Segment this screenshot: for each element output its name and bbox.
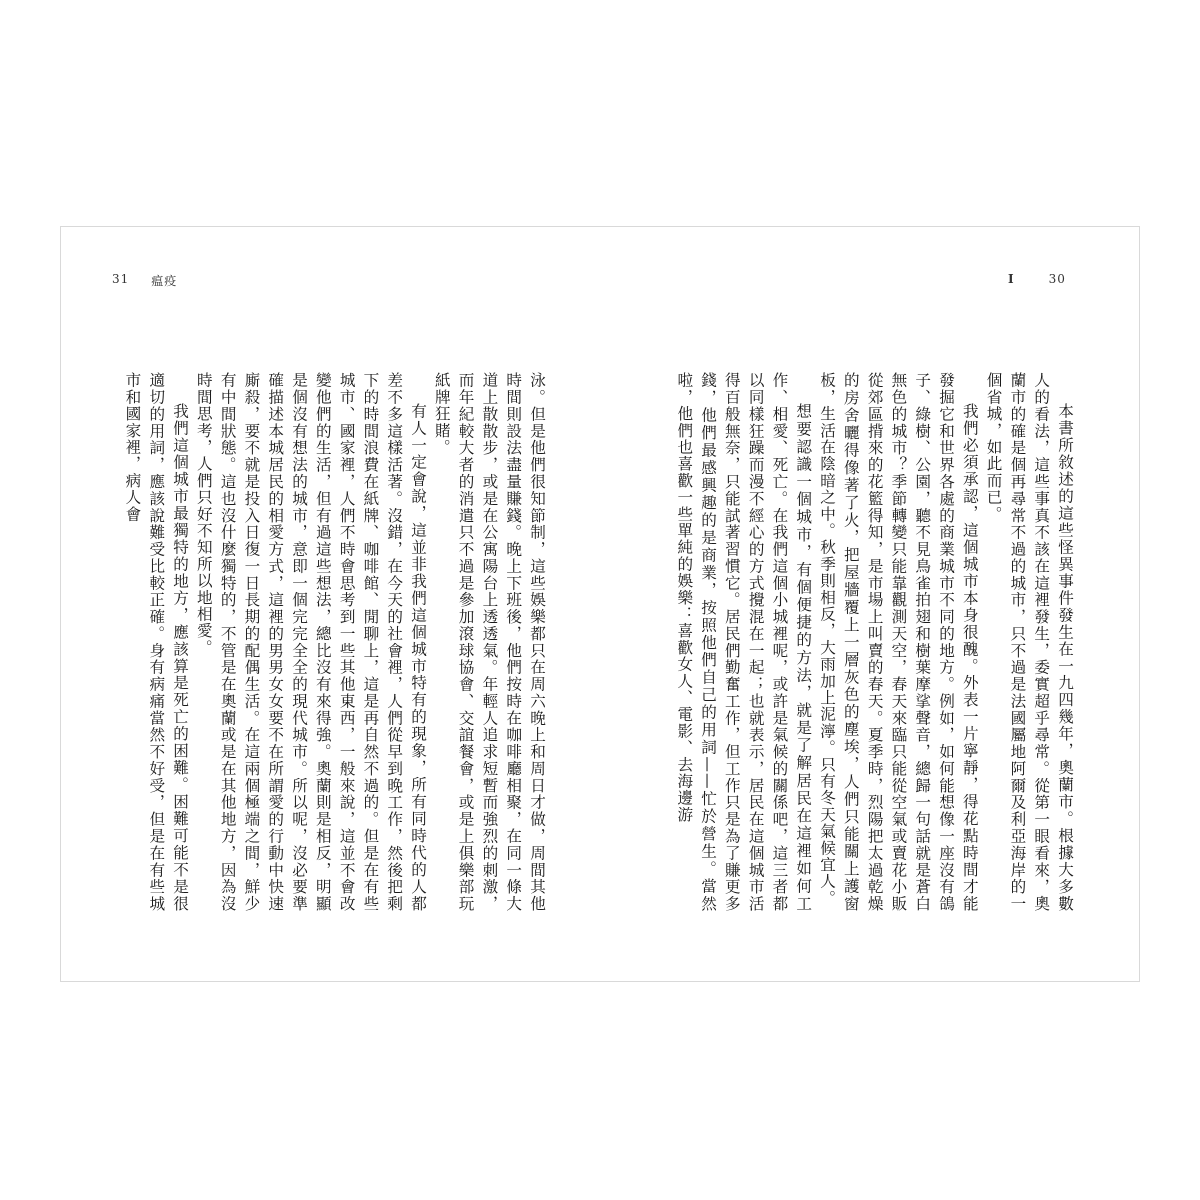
right-page-header [1008, 272, 1066, 286]
paragraph: 泳。但是他們很知節制，這些娛樂都只在周六晚上和周日才做，周間其他時間則設法盡量賺錢。晚上下班後，他們按時在咖啡廳相聚，在同一條大道上散散步，或是在公寓陽台上透透氣。年輕人追求短暫而強烈的刺激，而年紀較大者的消遣只不過是參加滾球協會、交誼餐會，或是上俱樂部玩紙牌狂賭。 [432, 372, 546, 912]
right-page-number: 30 [1048, 272, 1066, 286]
left-page-number: 31 [112, 272, 130, 286]
paragraph: 想要認識一個城市，有個便捷的方法，就是了解居民在這裡如何工作、相愛、死亡。在我們這個小城裡呢，或許是氣候的關係吧，這三者都以同樣狂躁而漫不經心的方式攪混在一起；也就表示，居民在這個城市活得百般無奈，只能試著習慣它。居民們勤奮工作，但工作只是為了賺更多錢，他們最感興趣的是商業，按照他們自己的用詞——忙於營生。當然啦，他們也喜歡一些單純的娛樂：喜歡女人、電影、去海邊游 [675, 372, 813, 912]
right-page-body [675, 372, 1076, 912]
left-page-header [112, 272, 177, 289]
paragraph: 本書所敘述的這些怪異事件發生在一九四幾年，奧蘭市。根據大多數人的看法，這些事真不該在這裡發生，委實超乎尋常。從第一眼看來，奧蘭市的確是個再尋常不過的城市，只不過是法國屬地阿爾及利亞海岸的一個省城，如此而已。 [984, 372, 1074, 912]
paragraph: 有人一定會說，這並非我們這個城市特有的現象，所有同時代的人都差不多這樣活著。沒錯，在今天的社會裡，人們從早到晚工作，然後把剩下的時間浪費在紙牌、咖啡館、閒聊上，這是再自然不過的。但是在有些城市、國家裡，人們不時會思考到一些其他東西，一般來說，這並不會改變他們的生活，但有過這些想法，總比沒有來得強。奧蘭則是相反，明顯是個沒有想法的城市，意即一個完完全全的現代城市。所以呢，沒必要準確描述本城居民的相愛方式，這裡的男男女女要不在所謂愛的行動中快速廝殺，要不就是投入日復一日長期的配偶生活。在這兩個極端之間，鮮少有中間狀態。這也沒什麼獨特的，不管是在奧蘭或是在其他地方，因為沒時間思考，人們只好不知所以地相愛。 [194, 372, 428, 912]
left-page-body [123, 372, 548, 912]
chapter-marker: I [1008, 272, 1015, 286]
running-title: 瘟疫 [151, 274, 178, 288]
paragraph: 我們必須承認，這個城市本身很醜。外表一片寧靜，得花點時間才能發掘它和世界各處的商業城市不同的地方。例如，如何能想像一座沒有鴿子、綠樹、公園，聽不見鳥雀拍翅和樹葉摩挲聲音，總歸一句話就是蒼白無色的城市？季節轉變只能靠觀測天空，春天來臨只能從空氣或賣花小販從郊區揹來的花籃得知，是市場上叫賣的春天。夏季時，烈陽把太過乾燥的房舍曬得像著了火，把屋牆覆上一層灰色的塵埃，人們只能關上護窗板，生活在陰暗之中。秋季則相反，大雨加上泥濘。只有冬天氣候宜人。 [818, 372, 979, 912]
paragraph: 我們這個城市最獨特的地方，應該算是死亡的困難。困難可能不是很適切的用詞，應該說難受比較正確。身有病痛當然不好受，但是在有些城市和國家裡，病人會 [123, 372, 190, 912]
